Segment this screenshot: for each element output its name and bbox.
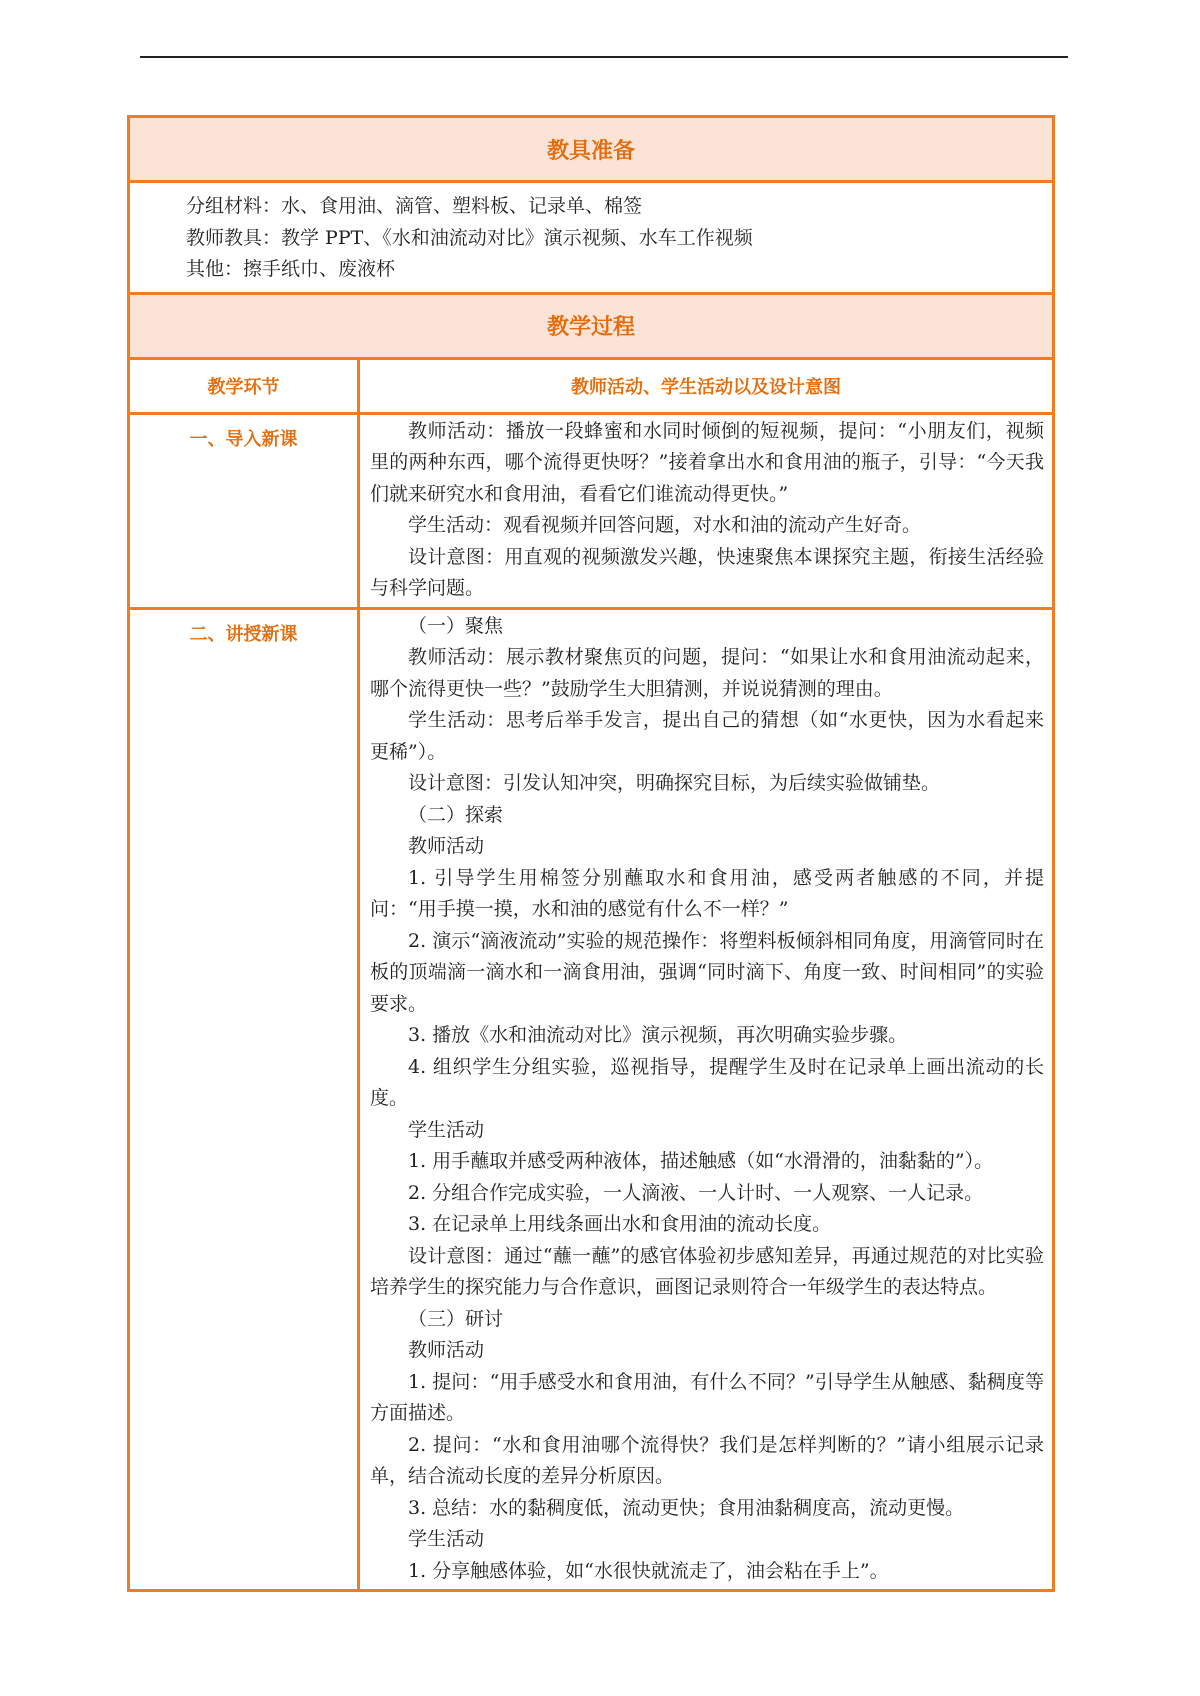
list-item: 3. 总结：水的黏稠度低，流动更快；食用油黏稠度高，流动更慢。	[408, 1496, 965, 1519]
prep-line: 分组材料：水、食用油、滴管、塑料板、记录单、棉签	[186, 195, 643, 217]
section-label: 二、讲授新课	[129, 608, 359, 1591]
lesson-plan-table	[127, 115, 1055, 1592]
prep-line: 教师教具：教学 PPT、《水和油流动对比》演示视频、水车工作视频	[186, 226, 753, 249]
list-item: 3. 播放《水和油流动对比》演示视频，再次明确实验步骤。	[408, 1024, 908, 1046]
list-item: 1. 用手蘸取并感受两种液体，描述触感（如“水滑滑的，油黏黏的”）。	[408, 1150, 994, 1172]
paragraph: 设计意图：用直观的视频激发兴趣，快速聚焦本课探究主题，衔接生活经验与科学问题。	[370, 545, 1045, 599]
header-rule	[140, 56, 1068, 58]
list-item: 3. 在记录单上用线条画出水和食用油的流动长度。	[408, 1213, 832, 1235]
paragraph: 教师活动：播放一段蜂蜜和水同时倾倒的短视频，提问：“小朋友们，视频里的两种东西，哪个流得更快呀？”接着拿出水和食用油的瓶子，引导：“今天我们就来研究水和食用油，看看它们谁流动得更快。”	[370, 419, 1045, 505]
list-item: 2. 分组合作完成实验，一人滴液、一人计时、一人观察、一人记录。	[408, 1181, 984, 1204]
paragraph: 学生活动：观看视频并回答问题，对水和油的流动产生好奇。	[408, 514, 922, 536]
section-row-new-lesson	[129, 608, 1054, 1591]
subheading: （三）研讨	[408, 1307, 504, 1330]
prep-line: 其他：擦手纸巾、废液杯	[186, 258, 396, 280]
paragraph: 教师活动：展示教材聚焦页的问题，提问：“如果让水和食用油流动起来，哪个流得更快一些？”鼓励学生大胆猜测，并说说猜测的理由。	[370, 646, 1045, 700]
section-content	[359, 608, 1054, 1591]
paragraph: 学生活动	[408, 1528, 485, 1550]
list-item: 2. 提问：“水和食用油哪个流得快？我们是怎样判断的？”请小组展示记录单，结合流动长度的差异分析原因。	[370, 1433, 1045, 1487]
prep-title: 教具准备	[129, 117, 1054, 182]
paragraph: 设计意图：引发认知冲突，明确探究目标，为后续实验做铺垫。	[408, 772, 941, 794]
paragraph: 教师活动	[408, 835, 485, 857]
column-header-activity: 教师活动、学生活动以及设计意图	[359, 358, 1054, 413]
prep-content	[129, 182, 1054, 294]
paragraph: 学生活动：思考后举手发言，提出自己的猜想（如“水更快，因为水看起来更稀”）。	[370, 709, 1045, 763]
subheading: （二）探索	[408, 803, 504, 826]
subheading: （一）聚焦	[408, 614, 504, 637]
column-header-stage: 教学环节	[129, 358, 359, 413]
process-title: 教学过程	[129, 293, 1054, 358]
section-label: 一、导入新课	[129, 413, 359, 608]
list-item: 1. 提问：“用手感受水和食用油，有什么不同？”引导学生从触感、黏稠度等方面描述。	[370, 1370, 1045, 1424]
list-item: 1. 引导学生用棉签分别蘸取水和食用油，感受两者触感的不同，并提问：“用手摸一摸，水和油的感觉有什么不一样？”	[370, 866, 1045, 920]
section-row-intro	[129, 413, 1054, 608]
list-item: 1. 分享触感体验，如“水很快就流走了，油会粘在手上”。	[408, 1559, 889, 1582]
list-item: 2. 演示“滴液流动”实验的规范操作：将塑料板倾斜相同角度，用滴管同时在板的顶端滴一滴水和一滴食用油，强调“同时滴下、角度一致、时间相同”的实验要求。	[370, 929, 1045, 1015]
paragraph: 学生活动	[408, 1118, 485, 1141]
list-item: 4. 组织学生分组实验，巡视指导，提醒学生及时在记录单上画出流动的长度。	[370, 1055, 1045, 1109]
paragraph: 设计意图：通过“蘸一蘸”的感官体验初步感知差异，再通过规范的对比实验培养学生的探究能力与合作意识，画图记录则符合一年级学生的表达特点。	[370, 1244, 1045, 1298]
paragraph: 教师活动	[408, 1339, 485, 1361]
section-content	[359, 413, 1054, 608]
